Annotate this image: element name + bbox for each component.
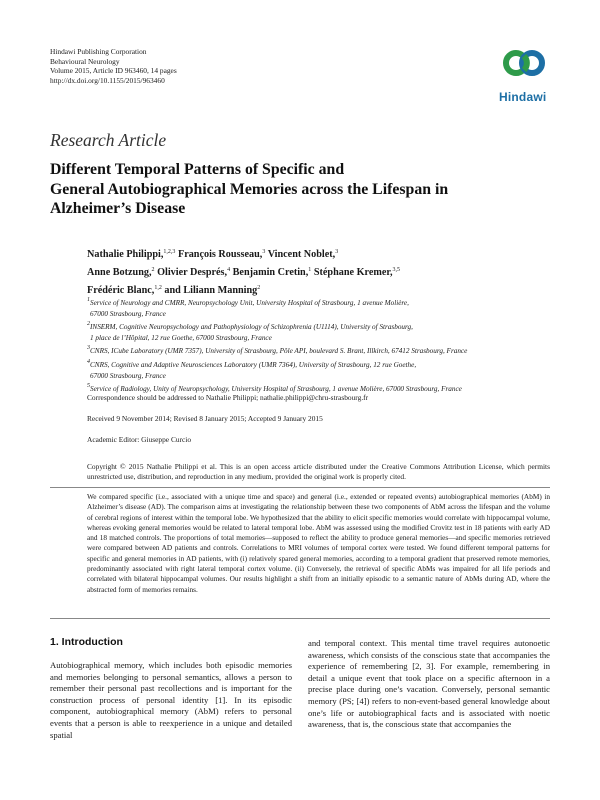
affiliation-item — [87, 343, 557, 357]
author-name[interactable]: and Liliann Manning — [164, 284, 258, 296]
author-affil: 3,5 — [392, 266, 400, 273]
logo-wordmark: Hindawi — [499, 90, 547, 104]
author-name[interactable]: François Rousseau, — [177, 249, 263, 260]
affiliation-item — [87, 357, 557, 371]
copyright-notice: Copyright © 2015 Nathalie Philippi et al. This is an open access article distributed under the Creative Commons Attribution License, which permits unrestricted use, distribution, and reproduction in any medium, provided the original work is properly cited. — [87, 462, 550, 482]
author-name[interactable]: Olivier Després, — [157, 266, 228, 278]
hindawi-logo-icon — [502, 45, 546, 89]
doi-link[interactable]: http://dx.doi.org/10.1155/2015/963460 — [50, 75, 165, 85]
author-name[interactable]: Nathalie Philippi, — [87, 249, 164, 260]
affiliation-text: CNRS, Cognitive and Adaptive Neurosciences Laboratory (UMR 7364), University of Strasbourg, 12 rue Goethe, — [90, 360, 417, 369]
affiliation-item: 67000 Strasbourg, France — [90, 309, 166, 318]
affiliation-text: INSERM, Cognitive Neuropsychology and Pathophysiology of Schizophrenia (U1114), University of Strasbourg, — [90, 323, 413, 332]
volume-info: Volume 2015, Article ID 963460, 14 pages — [50, 66, 177, 76]
author-name[interactable]: Benjamin Cretin, — [232, 266, 309, 278]
author-affil: 3 — [335, 249, 339, 255]
intro-column-left: Autobiographical memory, which includes both episodic memories and memories belonging to personal semantics, allows a person to remember their personal past recollections and is important for the construction process of personal identity [1]. In its episodic component, autobiographical memory (AbM) refers to personal events that a person is able to reexperience in a unique and detailed spatial — [50, 660, 292, 740]
affiliation-text: CNRS, ICube Laboratory (UMR 7357), University of Strasbourg, Pôle API, boulevard S. Brant, Illkirch, 67412 Strasbourg, France — [90, 347, 468, 356]
affiliation-item — [87, 319, 557, 333]
publisher: Hindawi Publishing Corporation — [50, 47, 147, 56]
author-name[interactable]: Frédéric Blanc, — [87, 284, 155, 296]
affiliation-text: Service of Neurology and CMRR, Neuropsychology Unit, University Hospital of Strasbourg, 1 avenue Molière, — [90, 299, 409, 307]
author-name[interactable]: Anne Botzung, — [87, 266, 152, 278]
intro-column-right: and temporal context. This mental time travel requires autonoetic awareness, which consists of the conscious state that accompanies the experience of remembering [2, 3]. For example, remembering in detail a unique event that took place on a specific afternoon in a precise place during one’s vacation. Conversely, personal semantic memory (PS; [4]) refers to non-event-based general knowledge about one’s life or autobiographical facts and is associated with noetic awareness, that is, the conscious state that accompanies the — [308, 638, 550, 730]
correspondence: Correspondence should be addressed to Nathalie Philippi; nathalie.philippi@chru-strasbourg.fr — [87, 393, 369, 402]
divider — [50, 618, 550, 619]
author-affil: 1,2 — [154, 284, 162, 291]
academic-editor: Academic Editor: Giuseppe Curcio — [87, 435, 192, 444]
affiliation-num: 4 — [87, 358, 90, 365]
author-affil: 2 — [151, 266, 155, 273]
journal-name: Behavioural Neurology — [50, 56, 120, 66]
author-affil: 1,2,3 — [163, 249, 176, 255]
author-line — [87, 263, 557, 281]
author-list — [87, 245, 557, 298]
affiliations — [87, 295, 557, 395]
affiliation-num: 1 — [87, 297, 90, 303]
received-dates: Received 9 November 2014; Revised 8 January 2015; Accepted 9 January 2015 — [87, 414, 323, 423]
affiliation-item: 67000 Strasbourg, France — [90, 371, 166, 380]
author-affil: 1 — [308, 266, 312, 273]
article-title — [50, 160, 550, 219]
author-affil: 4 — [227, 266, 231, 273]
author-line — [87, 245, 557, 263]
hindawi-logo — [496, 45, 556, 104]
title-line: General Autobiographical Memories across the Lifespan in — [50, 180, 449, 198]
affiliation-item: 1 place de l’Hôpital, 12 rue Goethe, 67000 Strasbourg, France — [90, 333, 272, 342]
author-name[interactable]: Stéphane Kremer, — [313, 266, 393, 278]
affiliation-item — [87, 295, 557, 309]
affiliation-text: Service of Radiology, Unity of Neuropsychology, University Hospital of Strasbourg, 1 avenue Molière, 67000 Strasbourg, France — [90, 385, 462, 394]
article-type: Research Article — [50, 130, 167, 150]
title-line: Different Temporal Patterns of Specific and — [50, 161, 345, 178]
author-name[interactable]: Vincent Noblet, — [267, 249, 336, 260]
author-affil: 2 — [257, 284, 261, 291]
journal-header — [50, 47, 177, 85]
divider — [50, 487, 550, 488]
section-heading: 1. Introduction — [50, 636, 123, 648]
affiliation-num: 3 — [87, 345, 90, 352]
affiliation-num: 5 — [87, 383, 90, 390]
author-affil: 3 — [262, 249, 266, 255]
title-line: Alzheimer’s Disease — [50, 200, 186, 217]
abstract: We compared specific (i.e., associated with a unique time and space) and general (i.e., extended or repeated events) autobiographical memories (AbM) in Alzheimer’s disease (AD). The comparison aims at investigating the relationship between these two components of AbM across the lifespan and the volume of cerebral regions of interest within the temporal lobe. We hypothesized that the ability to elicit specific memories would correlate with hippocampal volume, whereas evoking general memories would be related to lateral temporal lobe. AbM was assessed using the modified Crovitz test in 18 patients with early AD and 18 matched controls. The proportions of total memories—supposed to reflect the ability to produce general memories—and specific memories retrieved were compared between AD patients and controls. Correlations to MRI volumes of temporal cortex were tested. We found different temporal patterns for specific and general memories in AD patients, with (i) relatively spared general memories, according to a temporal gradient that preserved remote memories, predominantly associated with right lateral temporal cortex volume. (ii) Conversely, the retrieval of specific AbMs was impaired for all life periods and correlated with bilateral hippocampal volumes. Our results highlight a shift from an initially episodic to a semantic nature of AbMs during AD, where the abstracted form of memories remains. — [87, 492, 550, 594]
affiliation-num: 2 — [87, 321, 90, 328]
